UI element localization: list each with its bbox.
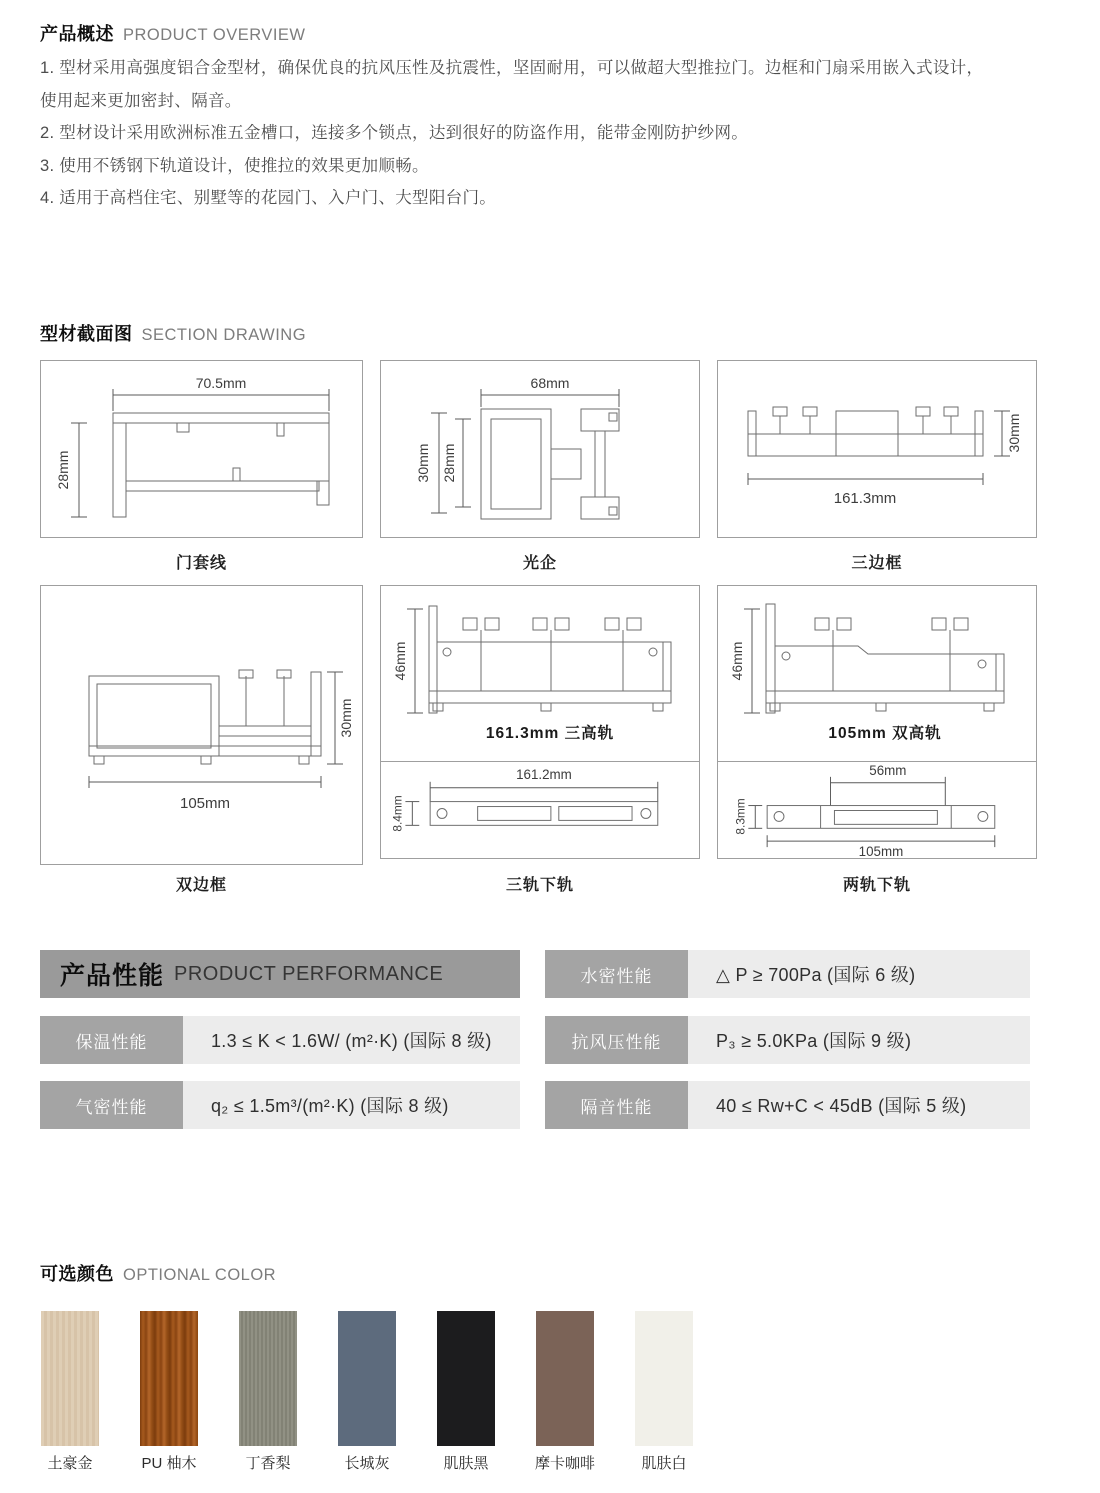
section-drawing-heading-en: SECTION DRAWING bbox=[141, 326, 307, 344]
perf-value-water-tightness: △ P ≥ 700Pa (国际 6 级) bbox=[688, 950, 1030, 998]
section-drawing-triple-high-rail bbox=[381, 586, 699, 761]
optional-color-heading bbox=[40, 1260, 276, 1286]
drawing-box-triple-high-rail bbox=[380, 585, 700, 762]
dim-label-height: 28mm bbox=[55, 450, 71, 490]
overview-line: 使用起来更加密封、隔音。 bbox=[40, 91, 242, 110]
drawing-box-double-high-rail bbox=[717, 585, 1037, 762]
section-drawing-three-side-frame bbox=[718, 361, 1036, 537]
performance-heading-bar bbox=[40, 950, 520, 998]
dim-label-height: 30mm bbox=[338, 698, 354, 738]
section-drawing-double-high-rail bbox=[718, 586, 1036, 761]
dim-label-width: 161.2mm bbox=[516, 766, 572, 782]
optional-color-heading-zh: 可选颜色 bbox=[40, 1264, 114, 1284]
overview-heading bbox=[40, 20, 306, 46]
section-drawing-triple-bottom-rail bbox=[381, 762, 699, 858]
perf-value-air-tightness: q₂ ≤ 1.5m³/(m²·K) (国际 8 级) bbox=[183, 1081, 520, 1129]
color-swatch-label: 长城灰 bbox=[344, 1455, 390, 1472]
performance-heading-en: PRODUCT PERFORMANCE bbox=[174, 962, 444, 985]
color-swatch-gold bbox=[41, 1311, 99, 1446]
color-swatch-white bbox=[635, 1311, 693, 1446]
drawing-caption-three-side-frame: 三边框 bbox=[851, 555, 903, 572]
dim-label-height: 30mm bbox=[1006, 413, 1022, 453]
perf-label-wind-resistance: 抗风压性能 bbox=[545, 1016, 688, 1064]
overview-heading-en: PRODUCT OVERVIEW bbox=[123, 26, 306, 44]
color-swatch-label: 肌肤黑 bbox=[443, 1455, 489, 1472]
overview-line: 1. 型材采用高强度铝合金型材，确保优良的抗风压性及抗震性，坚固耐用，可以做超大型推拉门。边框和门扇采用嵌入式设计， bbox=[40, 59, 984, 77]
rail-inner-label: 161.3mm 三高轨 bbox=[485, 725, 615, 742]
drawing-caption-door-casing: 门套线 bbox=[175, 555, 227, 572]
overview-line: 4. 适用于高档住宅、别墅等的花园门、入户门、大型阳台门。 bbox=[40, 189, 497, 207]
dim-label-height: 46mm bbox=[729, 641, 745, 681]
color-swatch-label: 肌肤白 bbox=[641, 1455, 687, 1472]
color-swatch-label: 摩卡咖啡 bbox=[534, 1455, 595, 1472]
drawing-box-triple-bottom-rail bbox=[380, 761, 700, 859]
overview-heading-zh: 产品概述 bbox=[40, 24, 114, 44]
performance-heading-zh: 产品性能 bbox=[60, 962, 165, 990]
section-drawing-stile bbox=[381, 361, 699, 537]
dim-label-height: 8.4mm bbox=[390, 795, 405, 832]
optional-color-heading-en: OPTIONAL COLOR bbox=[123, 1266, 277, 1284]
drawing-caption-double-side-frame: 双边框 bbox=[175, 877, 227, 894]
section-drawing-door-casing bbox=[41, 361, 362, 537]
perf-label-water-tightness: 水密性能 bbox=[545, 950, 688, 998]
drawing-caption-triple-bottom-rail: 三轨下轨 bbox=[505, 877, 574, 894]
overview-line: 2. 型材设计采用欧洲标准五金槽口，连接多个锁点，达到很好的防盗作用，能带金刚防护纱网。 bbox=[40, 124, 749, 142]
color-swatch-mocha bbox=[536, 1311, 594, 1446]
perf-value-wind-resistance: P₃ ≥ 5.0KPa (国际 9 级) bbox=[688, 1016, 1030, 1064]
drawing-box-double-bottom-rail bbox=[717, 761, 1037, 859]
section-drawing-double-side-frame bbox=[41, 586, 362, 864]
color-swatch-label: PU 柚木 bbox=[141, 1455, 197, 1472]
color-swatch-label: 土豪金 bbox=[47, 1455, 93, 1472]
color-swatch-black bbox=[437, 1311, 495, 1446]
color-swatch-gray bbox=[338, 1311, 396, 1446]
section-drawing-double-bottom-rail bbox=[718, 762, 1036, 858]
dim-label-height-outer: 30mm bbox=[415, 443, 431, 483]
section-drawing-heading bbox=[40, 320, 306, 346]
section-drawing-heading-zh: 型材截面图 bbox=[40, 324, 133, 344]
dim-label-height: 46mm bbox=[392, 641, 408, 681]
overview-line: 3. 使用不锈钢下轨道设计，使推拉的效果更加顺畅。 bbox=[40, 156, 429, 175]
dim-label-width: 105mm bbox=[179, 795, 231, 812]
color-swatch-pear bbox=[239, 1311, 297, 1446]
dim-label-width: 161.3mm bbox=[833, 490, 897, 507]
drawing-box-door-casing bbox=[40, 360, 363, 538]
perf-value-sound-insulation: 40 ≤ Rw+C < 45dB (国际 5 级) bbox=[688, 1081, 1030, 1129]
drawing-caption-double-bottom-rail: 两轨下轨 bbox=[842, 877, 911, 894]
drawing-box-three-side-frame bbox=[717, 360, 1037, 538]
perf-label-sound-insulation: 隔音性能 bbox=[545, 1081, 688, 1129]
dim-label-width: 68mm bbox=[530, 375, 570, 391]
perf-value-thermal-insulation: 1.3 ≤ K < 1.6W/ (m²·K) (国际 8 级) bbox=[183, 1016, 520, 1064]
dim-label-top: 56mm bbox=[869, 762, 907, 778]
perf-label-air-tightness: 气密性能 bbox=[40, 1081, 183, 1129]
dim-label-height: 8.3mm bbox=[733, 798, 748, 835]
dim-label-width: 105mm bbox=[858, 844, 904, 858]
drawing-box-stile bbox=[380, 360, 700, 538]
color-swatch-label: 丁香梨 bbox=[245, 1455, 291, 1472]
rail-inner-label: 105mm 双高轨 bbox=[828, 725, 942, 742]
overview-paragraph bbox=[40, 52, 1000, 215]
perf-label-thermal-insulation: 保温性能 bbox=[40, 1016, 183, 1064]
drawing-caption-stile: 光企 bbox=[522, 555, 557, 572]
color-swatch-teak bbox=[140, 1311, 198, 1446]
dim-label-height-inner: 28mm bbox=[441, 443, 457, 483]
dim-label-width: 70.5mm bbox=[195, 375, 247, 391]
drawing-box-double-side-frame bbox=[40, 585, 363, 865]
